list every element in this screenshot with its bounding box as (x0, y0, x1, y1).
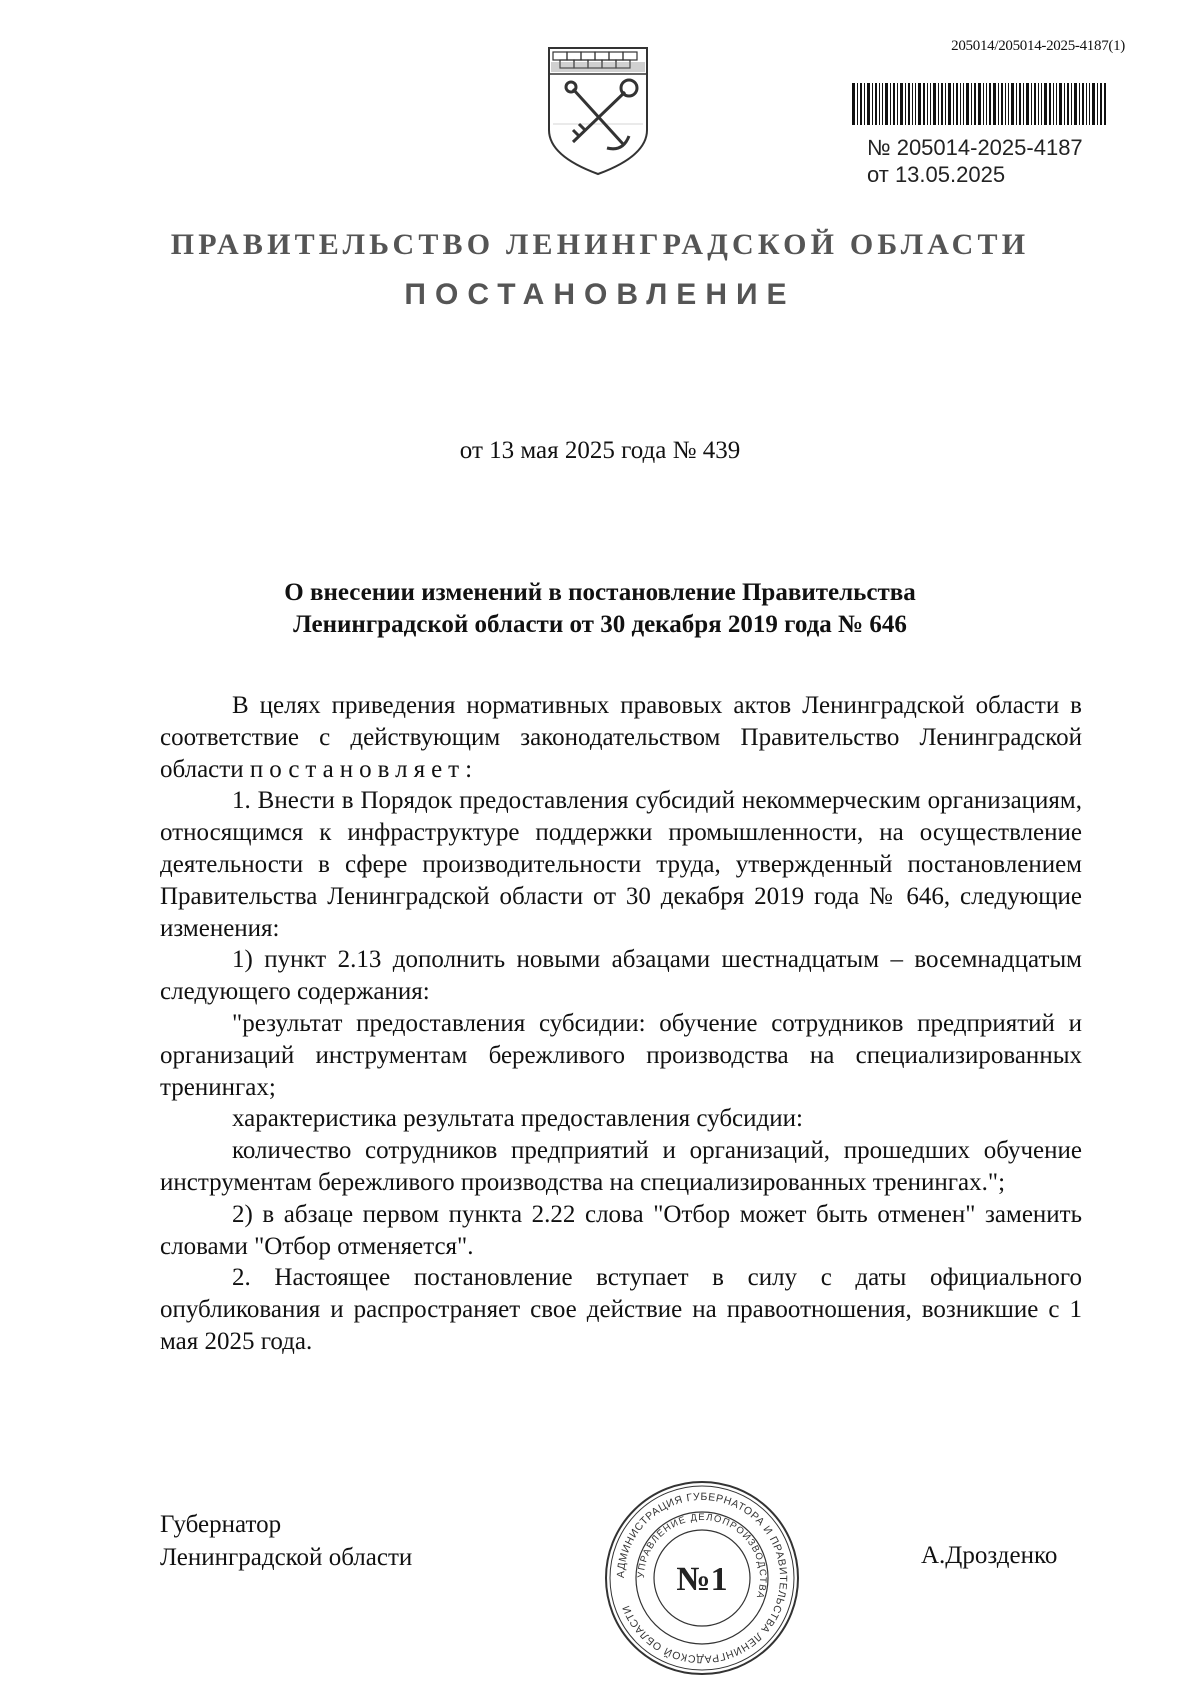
registration-number: № 205014-2025-4187 (867, 135, 1083, 160)
quote-paragraph-2: характеристика результата предоставления субсидии: (232, 1105, 803, 1133)
paragraph-2: 2. Настоящее постановление вступает в силу с даты официального опубликования и распространяет свое действие на правоотношения, возникшие с 1 мая 2025 года. (160, 1264, 1082, 1355)
preamble-text: В целях приведения нормативных правовых актов Ленинградской области в соответствие с действующим законодательством Правительство Ленинградской области (160, 692, 1082, 783)
registration-date: от 13.05.2025 (867, 162, 1006, 187)
paragraph-1-2: 2) в абзаце первом пункта 2.22 слова "Отбор может быть отменен" заменить словами "Отбор отменяется". (160, 1200, 1082, 1260)
document-date: от 13 мая 2025 года № 439 (459, 437, 741, 464)
seal-outer-text: АДМИНИСТРАЦИЯ ГУБЕРНАТОРА И ПРАВИТЕЛЬСТВА ЛЕНИНГРАДСКОЙ ОБЛАСТИ (614, 1490, 790, 1666)
paragraph-1: 1. Внести в Порядок предоставления субсидий некоммерческим организациям, относящимся к инфраструктуре поддержки промышленности, на осуществление деятельности в сфере производительности труда, утвержденный постановлением Правительства Ленинградской области от 30 декабря 2019 года № 646, следующие изменения: (160, 787, 1082, 942)
seal-number: №1 (676, 1561, 728, 1598)
coat-of-arms-icon (543, 44, 653, 178)
seal-inner-text: УПРАВЛЕНИЕ ДЕЛОПРОИЗВОДСТВА (635, 1511, 769, 1601)
title-line-2: Ленинградской области от 30 декабря 2019 года № 646 (293, 611, 907, 638)
organization-name: ПРАВИТЕЛЬСТВО ЛЕНИНГРАДСКОЙ ОБЛАСТИ (170, 228, 1030, 261)
paragraph-1-1: 1) пункт 2.13 дополнить новыми абзацами шестнадцатым – восемнадцатым следующего содержания: (160, 946, 1082, 1006)
position-line-2: Ленинградской области (160, 1544, 413, 1571)
title-line-1: О внесении изменений в постановление Правительства (284, 579, 916, 606)
official-seal (602, 1478, 802, 1678)
signatory-name: А.Дрозденко (921, 1542, 1058, 1569)
quote-paragraph-3: количество сотрудников предприятий и организаций, прошедших обучение инструментам бережливого производства на специализированных тренингах."; (160, 1137, 1082, 1196)
registration-info (867, 134, 1083, 188)
paragraph-preamble (160, 690, 1082, 785)
document-body (160, 690, 1082, 1358)
signatory-position (160, 1508, 412, 1574)
quote-paragraph-1: "результат предоставления субсидии: обучение сотрудников предприятий и организаций инструментам бережливого производства на специализированных тренингах; (160, 1009, 1082, 1101)
barcode (852, 83, 1106, 125)
position-line-1: Губернатор (160, 1511, 282, 1538)
document-reference: 205014/205014-2025-4187(1) (951, 38, 1125, 54)
decrees-word: постановляет: (249, 755, 479, 783)
document-title (160, 577, 1040, 641)
document-type: ПОСТАНОВЛЕНИЕ (404, 278, 796, 311)
